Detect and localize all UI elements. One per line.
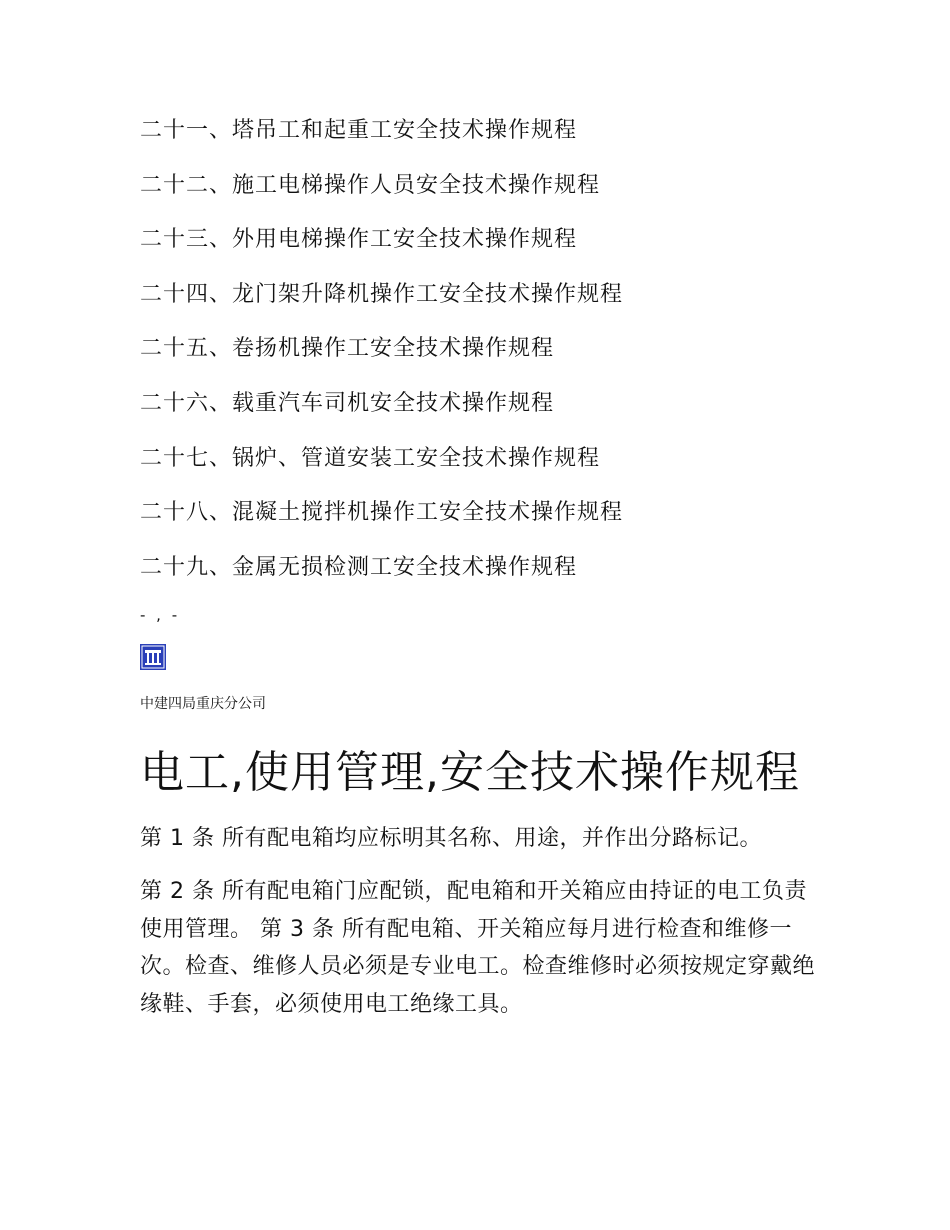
article-paragraph: 第 1 条 所有配电箱均应标明其名称、用途，并作出分路标记。 [140,826,762,851]
page-separator: - , - [140,606,181,624]
toc-item: 二十二、施工电梯操作人员安全技术操作规程 [140,172,601,198]
toc-list [140,116,900,607]
toc-item: 二十四、龙门架升降机操作工安全技术操作规程 [140,281,624,307]
company-logo-icon [140,644,166,670]
toc-item: 二十七、锅炉、管道安装工安全技术操作规程 [140,445,601,471]
toc-item: 二十六、载重汽车司机安全技术操作规程 [140,390,555,416]
toc-item: 二十一、塔吊工和起重工安全技术操作规程 [140,118,578,143]
article-paragraph: 第 2 条 所有配电箱门应配锁，配电箱和开关箱应由持证的电工负责使用管理。 第 3 条 所有配电箱、开关箱应每月进行检查和维修一次。检查、维修人员必须是专业电工。检查维修时必须按规定穿戴绝缘鞋、手套，必须使用电工绝缘工具。 [140,879,816,1017]
toc-item: 二十八、混凝土搅拌机操作工安全技术操作规程 [140,500,624,526]
page-title: 电工,使用管理,安全技术操作规程 [140,747,800,798]
toc-item: 二十三、外用电梯操作工安全技术操作规程 [140,227,578,253]
company-name: 中建四局重庆分公司 [140,696,266,712]
toc-item: 二十五、卷扬机操作工安全技术操作规程 [140,336,555,362]
toc-item: 二十九、金属无损检测工安全技术操作规程 [140,554,578,580]
